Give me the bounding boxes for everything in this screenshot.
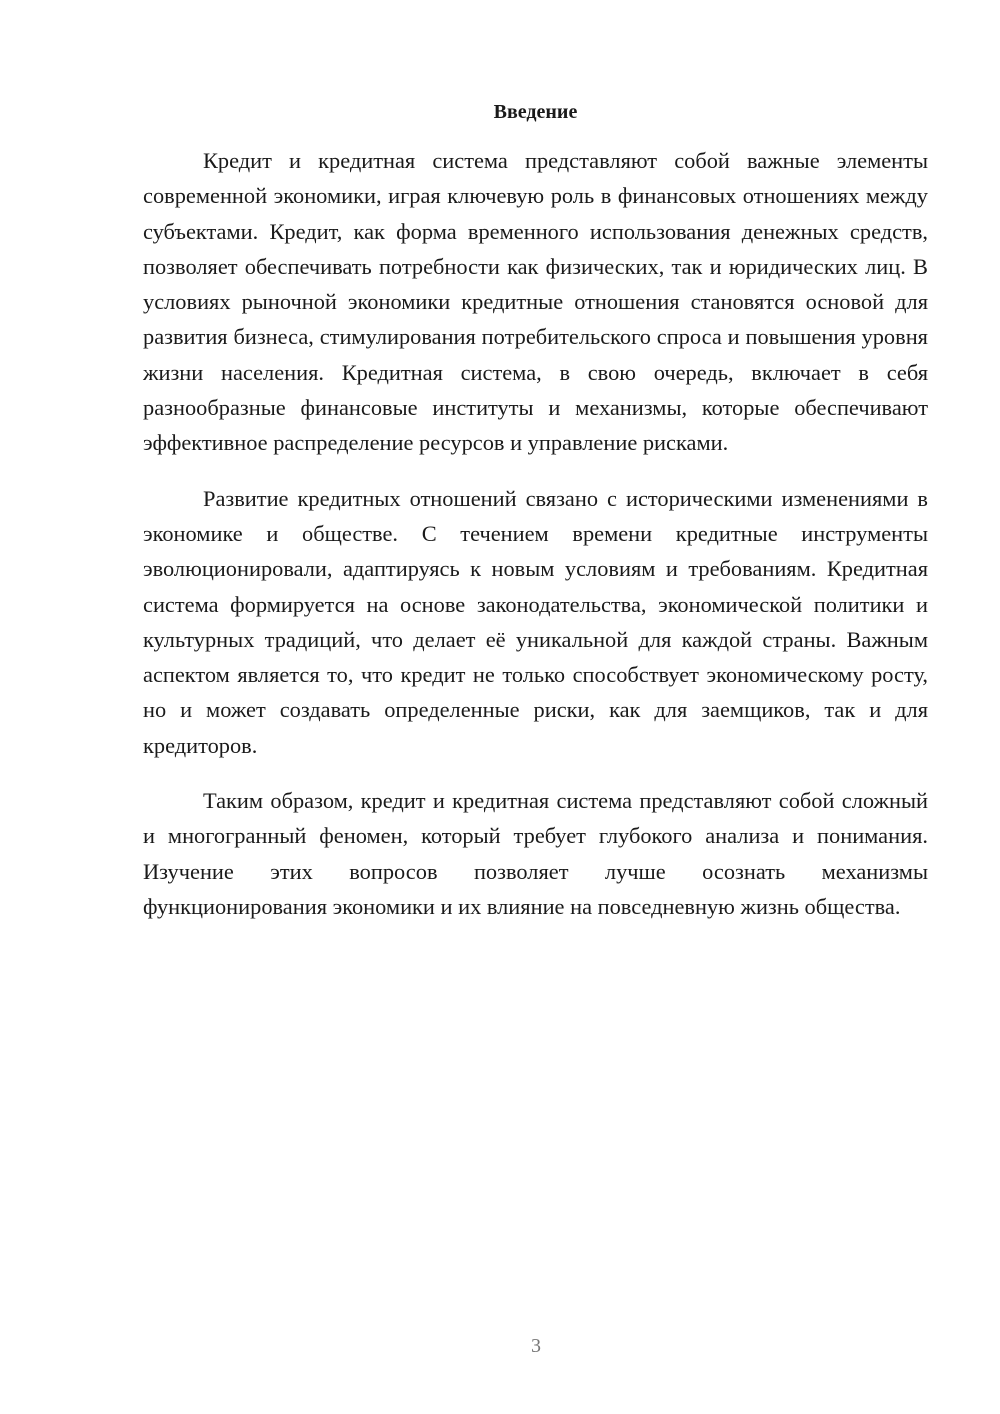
paragraph-2: Развитие кредитных отношений связано с историческими изменениями в экономике и обществе. С течением времени кредитные инструменты эволюционировали, адаптируясь к новым условиям и требованиям. Кредитная система формируется на основе законодательства, экономической политики и культурных традиций, что делает её уникальной для каждой страны. Важным аспектом является то, что кредит не только способствует экономическому росту, но и может создавать определенные риски, как для заемщиков, так и для кредиторов. — [143, 485, 928, 758]
page-title: Введение — [493, 101, 578, 123]
paragraph-3: Таким образом, кредит и кредитная система представляют собой сложный и многогранный феномен, который требует глубокого анализа и понимания. Изучение этих вопросов позволяет лучше осознать механизмы функционирования экономики и их влияние на повседневную жизнь общества. — [143, 788, 928, 919]
body-text — [143, 143, 928, 944]
paragraph-1: Кредит и кредитная система представляют собой важные элементы современной экономики, играя ключевую роль в финансовых отношениях между субъектами. Кредит, как форма временного использования денежных средств, позволяет обеспечивать потребности как физических, так и юридических лиц. В условиях рыночной экономики кредитные отношения становятся основой для развития бизнеса, стимулирования потребительского спроса и повышения уровня жизни населения. Кредитная система, в свою очередь, включает в себя разнообразные финансовые институты и механизмы, которые обеспечивают эффективное распределение ресурсов и управление рисками. — [143, 148, 928, 456]
page-number: 3 — [531, 1335, 541, 1357]
